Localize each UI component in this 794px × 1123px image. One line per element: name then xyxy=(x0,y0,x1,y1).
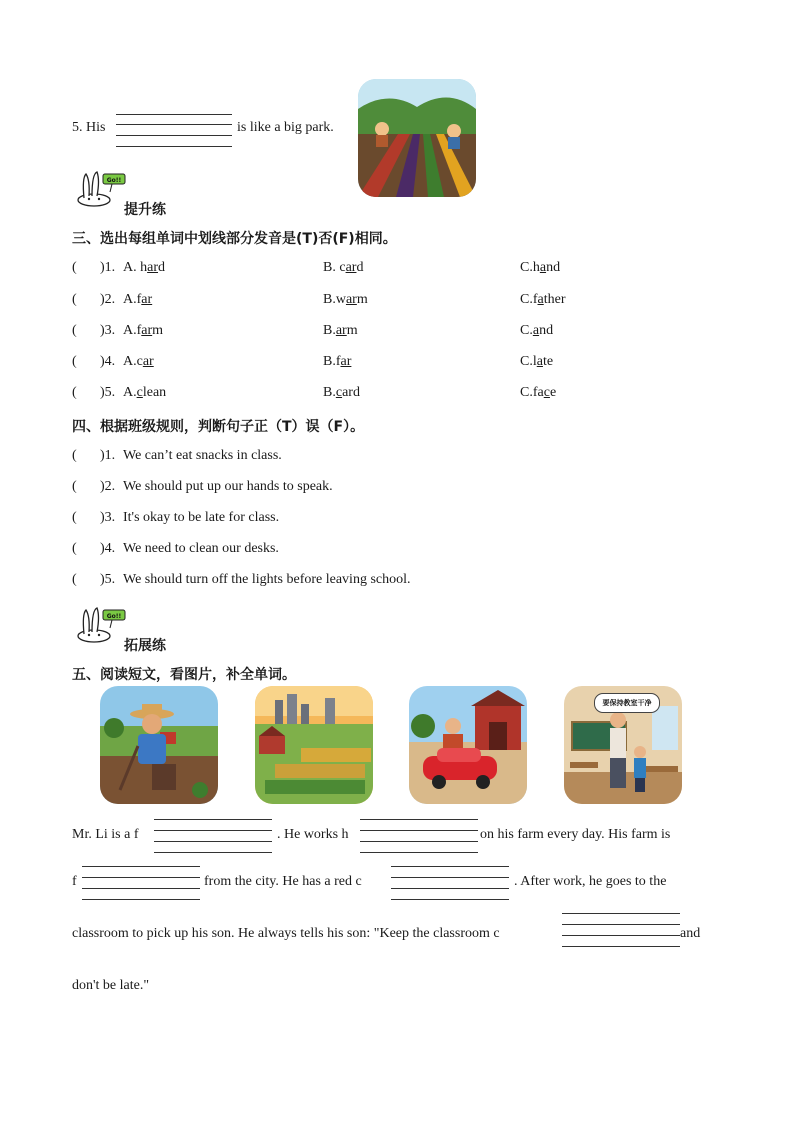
passage-text: . He works h xyxy=(277,827,349,842)
q5-tail: is like a big park. xyxy=(237,120,334,135)
farm-near-city-image xyxy=(255,686,373,804)
part3-heading: 三、选出每组单词中划线部分发音是(T)否(F)相同。 xyxy=(72,231,397,247)
passage-text: and xyxy=(680,926,701,941)
vegetable-garden-image xyxy=(358,79,476,197)
passage-text: . After work, he goes to the xyxy=(514,874,667,889)
passage-text: classroom to pick up his son. He always tells his son: "Keep the classroom c xyxy=(72,926,500,941)
passage-text: don't be late." xyxy=(72,978,150,993)
answer-paren[interactable]: )3. xyxy=(100,323,116,338)
part4-heading: 四、根据班级规则，判断句子正（T）误（F）。 xyxy=(72,419,365,435)
answer-paren[interactable]: )2. xyxy=(100,479,116,494)
answer-paren[interactable]: )2. xyxy=(100,292,116,307)
answer-paren[interactable]: )3. xyxy=(100,510,116,525)
classroom-image xyxy=(564,686,682,804)
answer-paren[interactable]: )5. xyxy=(100,572,116,587)
section-title-improve: 提升练 xyxy=(124,202,166,218)
speech-bubble: 要保持教室干净 xyxy=(594,693,660,713)
red-car-image xyxy=(409,686,527,804)
answer-paren[interactable]: )5. xyxy=(100,385,116,400)
answer-paren[interactable]: )1. xyxy=(100,448,116,463)
answer-paren[interactable]: )4. xyxy=(100,541,116,556)
q5-label: 5. His xyxy=(72,120,106,135)
passage-text: from the city. He has a red c xyxy=(204,874,362,889)
passage-text: Mr. Li is a f xyxy=(72,827,139,842)
section-title-extend: 拓展练 xyxy=(124,638,166,654)
farmer-working-image xyxy=(100,686,218,804)
part5-heading: 五、阅读短文，看图片，补全单词。 xyxy=(72,667,296,683)
badge-text: Go!! xyxy=(106,177,122,184)
answer-paren[interactable]: )4. xyxy=(100,354,116,369)
passage-text: f xyxy=(72,874,77,889)
passage-text: on his farm every day. His farm is xyxy=(480,827,671,842)
badge-text: Go!! xyxy=(106,613,122,620)
answer-paren[interactable]: )1. xyxy=(100,260,116,275)
